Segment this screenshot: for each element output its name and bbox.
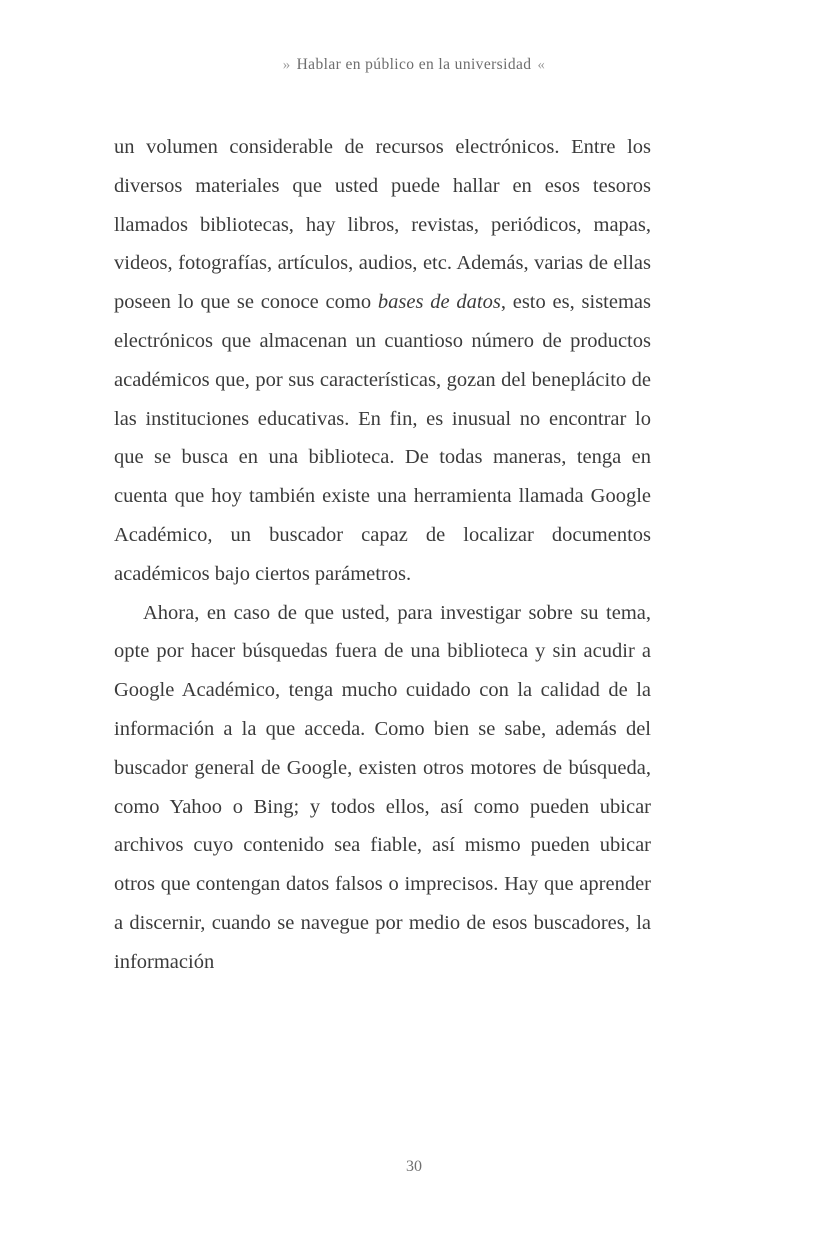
running-head-left-mark: » bbox=[282, 57, 291, 73]
running-head-title: Hablar en público en la universidad bbox=[296, 56, 532, 73]
body-text-column bbox=[114, 128, 651, 1020]
paragraph-1-text-after-italic: , esto es, sistemas electrónicos que almacenan un cuantioso número de productos académicos que, por sus características, gozan del beneplácito de las instituciones educativas. En fin, es inusual no encontrar lo que se busca en una biblioteca. De todas maneras, tenga en cuenta que hoy también existe una herramienta llamada Google Académico, un buscador capaz de localizar documentos académicos bajo ciertos parámetros. bbox=[114, 291, 652, 585]
running-head bbox=[0, 56, 828, 74]
page-number: 30 bbox=[406, 1158, 422, 1175]
paragraph-2: Ahora, en caso de que usted, para investigar sobre su tema, opte por hacer búsquedas fuera de una biblioteca y sin acudir a Google Académico, tenga mucho cuidado con la calidad de la información a la que acceda. Como bien se sabe, además del buscador general de Google, existen otros motores de búsqueda, como Yahoo o Bing; y todos ellos, así como pueden ubicar archivos cuyo contenido sea fiable, así mismo pueden ubicar otros que contengan datos falsos o imprecisos. Hay que aprender a discernir, cuando se navegue por medio de esos buscadores, la información bbox=[114, 601, 651, 973]
paragraph-1 bbox=[114, 128, 651, 594]
running-head-right-mark: « bbox=[537, 57, 546, 73]
paragraph-1-text-before-italic: un volumen considerable de recursos electrónicos. Entre los diversos materiales que usted puede hallar en esos tesoros llamados bibliotecas, hay libros, revistas, periódicos, mapas, videos, fotografías, artículos, audios, etc. Además, varias de ellas poseen lo que se conoce como bbox=[114, 136, 651, 314]
paragraph-1-italic-term: bases de datos bbox=[377, 291, 501, 314]
